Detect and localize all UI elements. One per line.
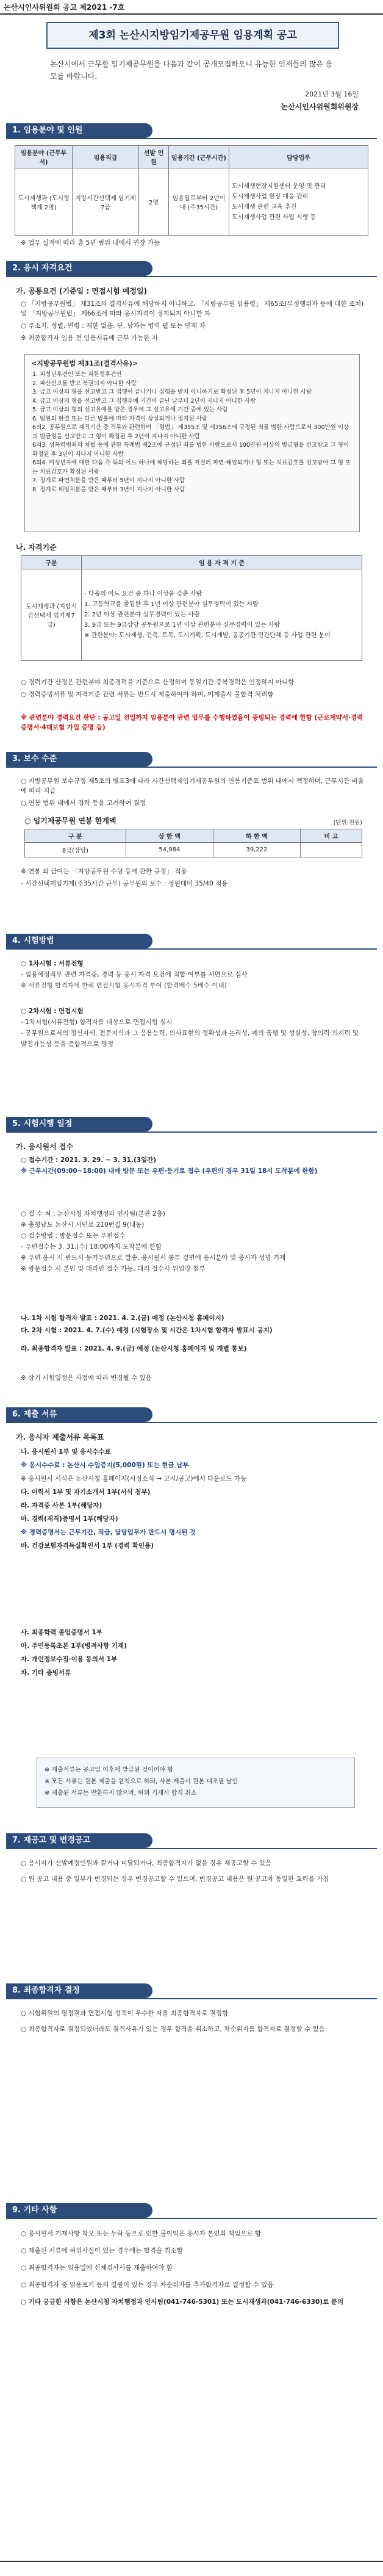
list-item: ※ 충청남도 논산시 시민로 210번길 9(내동) [21,1221,145,1228]
cell-pay-lower: 39,222 [213,843,300,857]
list-item: - 1차시험(서류전형) 합격자를 대상으로 면접시험 실시 [21,1019,173,1026]
pay-table [24,829,362,857]
s6-notice-box [37,1758,355,1808]
notice-number: 논산시인사위원회 공고 제2021 -7호 [4,3,125,12]
list-item: 아. 주민등록초본 1부(병적사항 기재) [21,1642,127,1650]
pay-unit: (단위:천원) [333,820,362,826]
list-item: - 임용예정직무 관련 자격증, 경력 등 응시 자격 요건에 적합 여부를 서면으로 심사 [21,971,248,978]
footer-line [0,2561,383,2562]
list-item: ○ 접수방법 : 방문접수 또는 우편접수 [21,1232,126,1239]
s1-note: ※ 업무 실적에 따라 총 5년 범위 내에서 연장 가능 [21,239,160,247]
s8-list [21,2008,366,2035]
list-item: ○ 2차시험 : 면접시험 [21,1008,84,1015]
intro-text: 논산시에서 근무할 임기제공무원을 다음과 같이 공개모집하오니 유능한 인재들의 많은 응모를 바랍니다. [50,60,333,81]
law-box [24,354,360,532]
list-item: ※ 방문접수 시 본인 및 대리인 접수 가능, 대리 접수시 위임장 첨부 [21,1265,206,1272]
list-item: 다. 2차 시험 : 2021. 4. 7.(수) 예정 (시험장소 및 시간은 1차시험 합격자 발표시 공지) [21,1327,273,1334]
list-item: 다. 이력서 1부 및 자기소개서 1부(서식 첨부) [21,1488,151,1496]
section-6-title: 6. 제출 서류 [6,1407,152,1422]
cell-duties [229,168,368,236]
s2-a-title: 가. 공통요건 (기준일 : 면접시험 예정일) [16,287,148,295]
s2-b-notes [21,677,366,699]
list-item: ○ 응시자가 선발예정인원과 같거나 미달되거나, 최종합격자가 없을 경우 재공고할 수 있음 [21,1860,272,1867]
list-item: ○ 시험위원의 평정결과 면접시험 성적이 우수한 자를 최종합격자로 결정함 [21,2010,229,2017]
list-item: 사. 최종학력 졸업증명서 1부 [21,1629,102,1636]
organization: 논산시인사위원회위원장 [281,103,359,111]
s7-list [21,1858,366,1885]
s5-c-list [21,1312,366,1355]
duty-item: 도시재생사업 현장 대응 관리 [232,193,309,200]
list-item: 라. 자격증 사본 1부(해당자) [21,1502,102,1509]
list-item: 나. 응시원서 1부 및 응시수수료 [21,1448,111,1456]
list-item: ※ 응시수수료 : 논산시 수입증지(5,000원) 또는 현금 납부 [21,1462,189,1469]
list-item: 1. 피성년후견인 또는 피한정후견인 [32,371,122,378]
section-1-title: 1. 임용분야 및 인원 [6,123,152,138]
pay-title: ○ 임기제공무원 연봉 한계액 [24,817,116,825]
list-item: ○ 최종합격자로 결정되었더라도 결격사유가 있는 경우 합격을 취소하고, 차순위자를 합격자로 결정할 수 있음 [21,2026,325,2033]
list-item: ○ 지방공무원 보수규정 제5조의 별표3에 따라 시간선택제임기제공무원의 연봉기준표 범위 내에서 책정하며, 근무시간 비율에 따라 지급 [21,777,364,795]
list-item: ○ 제출된 서류에 허위사실이 있는 경우에는 합격을 취소함 [21,2247,183,2254]
th-pay-lower: 하 한 액 [213,829,300,843]
list-item: ※ 관련분야: 도시재생, 건축, 토목, 도시계획, 도시개발, 공공기관·민간단체 등 사업 관련 분야 [84,632,331,639]
th-dept: 임용분야 (근무부서) [15,146,73,168]
section-divider [6,1998,377,1999]
list-item: ○ 「지방공무원법」 제31조의 결격사유에 해당하지 아니하고, 「지방공무원 임용령」 제65조(부정행위자 등에 대한 조치) 및 「지방공무원법」 제66조에 따라 응시자격이 정지되지 아니한 자 [21,300,364,317]
list-item: ※ 제출된 서류는 반환하지 않으며, 허위 기재시 합격 취소 [45,1790,197,1797]
list-item: 나. 1차 시험 합격자 발표 : 2021. 4. 2.(금) 예정 (논산시청 홈페이지) [21,1315,224,1322]
list-item: 2. 2년 이상 관련분야 실무경력이 있는 사람 [84,612,200,618]
list-item: 자. 개인정보수집·이용 동의서 1부 [21,1656,118,1663]
cell-grade: 지방시간선택제 임기제7급 [73,168,139,236]
list-item: ○ 접 수 처 : 논산시청 자치행정과 인사팀(본관 2층) [21,1210,165,1218]
list-item: - 우편접수는 3. 31.(수) 18:00까지 도착분에 한함 [21,1243,162,1250]
s3-list [21,776,366,808]
list-item: 라. 최종합격자 발표 : 2021. 4. 9.(금) 예정 (논산시청 홈페이지 및 개별 통보) [21,1345,247,1352]
list-item: 3. 금고 이상의 형을 선고받고 그 집행이 끝나거나 집행을 받지 아니하기로 확정된 후 5년이 지나지 아니한 사람 [32,389,312,395]
duty-item: 도시재생 관련 교육 추진 [232,203,297,211]
th-pay-grade: 구 분 [25,829,126,843]
page-title: 제3회 논산시지방임기제공무원 임용계획 공고 [46,22,339,49]
section-divider [6,1422,377,1423]
th-duties: 담당업무 [229,146,368,168]
section-divider [6,1131,377,1133]
header-bar [0,0,383,15]
cell-qual-dept: 도시재생과 (지방시간선택제 임기제7급) [21,569,82,661]
list-item: ○ 연봉 범위 내에서 경력 등을 고려하여 결정 [21,799,146,807]
qualification-table [21,555,362,661]
list-item: ※ 서류전형 합격자에 한해 면접시험 응시자격 부여 (합격배수 5배수 이내) [21,982,227,989]
th-pay-upper: 상 한 액 [126,829,213,843]
list-item: 4. 금고 이상의 형을 선고받고 그 집행유예 기간이 끝난 날부터 2년이 지나지 아니한 사람 [32,397,256,405]
list-item: - 공무원으로서의 정신자세, 전문지식과 그 응용능력, 의사표현의 정확성과 논리성, 예의·품행 및 성실성, 창의력·의지력 및 발전가능성 등을 종합적으로 평정 [21,1030,359,1048]
recruitment-table [15,145,368,236]
section-divider [6,138,377,139]
list-item: 6의4. 미성년자에 대한 다음 각 목의 어느 하나에 해당하는 죄를 저질러 파면·해임되거나 형 또는 치료감호를 선고받아 그 형 또는 치료감호가 확정된 사람 [32,460,351,475]
list-item: ○ 주소지, 성별, 연령 : 제한 없음. 단, 남자는 병역 필 또는 면제 자 [21,322,206,330]
list-item: 6. 법원의 판결 또는 다른 법률에 따라 자격이 상실되거나 정지된 사람 [32,415,208,422]
list-item: ○ 기타 궁금한 사항은 논산시청 자치행정과 인사팀(041-746-5301) 또는 도시재생과(041-746-6330)로 문의 [21,2298,344,2306]
list-item: ※ 최종합격자 임용 전 임용서류에 근무 가능한 자 [21,334,158,342]
s5-b-list [21,1208,366,1274]
cell-period: 임용일로부터 2년이내 (주35시간) [169,168,229,236]
list-item: ※ 제출서류는 공고일 이후에 발급된 것이어야 함 [45,1767,173,1773]
s4-list [21,958,366,1050]
list-item: ○ 1차시험 : 서류전형 [21,960,84,967]
notice-date: 2021년 3월 16일 [305,90,359,98]
th-count: 선발 인원 [139,146,169,168]
list-item: 6의3. 성폭력범죄의 처벌 등에 관한 특례법 제2조에 규정된 죄를 범한 사람으로서 100만원 이상의 벌금형을 선고받고 그 형이 확정된 후 3년이 지나지 아니한 사람 [32,442,349,458]
section-divider [6,948,377,950]
th-pay-remark: 비 고 [300,829,362,843]
list-item: ○ 응시원서 기재사항 착오 또는 누락 등으로 인한 불이익은 응시자 본인의 책임으로 함 [21,2230,262,2237]
cell-pay-grade: 8급(상당) [25,843,126,857]
list-item: ○ 최종합격자 중 임용포기 등의 결원이 있는 경우 차순위자를 추가합격자로 결정할 수 있음 [21,2281,274,2289]
list-item: 5. 금고 이상의 형의 선고유예를 받은 경우에 그 선고유예 기간 중에 있는 사람 [32,406,228,413]
list-item: 마. 경력(재직)증명서 1부(해당자) [21,1515,118,1523]
section-7-title: 7. 재공고 및 변경공고 [6,1833,152,1848]
th-grade: 임용직급 [73,146,139,168]
list-item: ※ 모든 서류는 원본 제출을 원칙으로 하되, 사본 제출시 원본 대조필 날인 [45,1778,238,1785]
list-item: 7. 징계로 파면처분을 받은 때부터 5년이 지나지 아니한 사람 [32,477,185,484]
list-item: ○ 경력증빙서류 및 자격기준 관련 서류는 반드시 제출하여야 하며, 미제출시 불합격 처리함 [21,691,274,698]
s9-list [21,2228,366,2308]
list-item: 차. 기타 증빙서류 [21,1669,71,1676]
section-divider [6,1848,377,1849]
s2-red-note: ※ 관련분야 경력요건 판단 : 공고일 전일까지 임용분야 관련 업무를 수행하였음이 증빙되는 경력에 한함 (근로계약서·경력증명서·4대보험 가입 증명 등) [21,714,363,731]
section-divider [6,2218,377,2219]
s5-note: ※ 상기 시험일정은 사정에 따라 변경될 수 있음 [21,1374,152,1382]
section-4-title: 4. 시험방법 [6,934,152,948]
list-item: 8. 징계로 해임처분을 받은 때부터 3년이 지나지 아니한 사람 [32,486,185,493]
s2-b-title: 나. 자격기준 [16,543,57,552]
law-title: <지방공무원법 제31조(결격사유)> [31,359,138,367]
s5-a-title: 가. 응시원서 접수 [16,1142,74,1151]
section-5-title: 5. 시험시행 일정 [6,1117,152,1131]
section-2-title: 2. 응시 자격요건 [6,261,152,276]
s6-a-title: 가. 응시자 제출서류 목록표 [16,1433,104,1441]
list-item: 3. 9급 또는 9급상당 공무원으로 1년 이상 관련분야 실무경력이 있는 사람 [84,622,281,629]
duty-item: 도시재생사업 관련 사업 시행 등 [232,214,317,221]
cell-pay-upper: 54,984 [126,843,213,857]
list-item: ○ 최종합격자는 임용일에 신체검사서를 제출하여야 함 [21,2264,173,2271]
list-item: ※ 근무시간(09:00~18:00) 내에 방문 또는 우편·등기로 접수 (우편의 경우 31일 18시 도착분에 한함) [21,1167,318,1175]
list-item: ○ 원 공고 내용 중 일부가 변경되는 경우 변경공고할 수 있으며, 변경공고 내용은 원 공고와 동일한 효력을 가짐 [21,1875,329,1883]
list-item: 6의2. 공무원으로 재직기간 중 직무와 관련하여 「형법」 제355조 및 제356조에 규정된 죄를 범한 사람으로서 300만원 이상의 벌금형을 선고받고 그 형이 확정된 후 2년이 지나지 아니한 사람 [32,424,349,440]
cell-qual-criteria [82,569,362,661]
section-divider [6,276,377,277]
th-criteria: 임 용 자 격 기 준 [82,556,362,569]
list-item: - 다음의 어느 요건 중 하나 이상을 갖춘 사람 [84,591,202,597]
th-category: 구분 [21,556,82,569]
s6-list [21,1445,366,1679]
s2-a-list [21,299,366,343]
th-period: 임용기간 (근무시간) [169,146,229,168]
list-item: ※ 응시원서 서식은 논산시청 홈페이지(시정소식 → 고시/공고)에서 다운로드 가능 [21,1475,247,1482]
s5-a-list [21,1155,366,1177]
section-9-title: 9. 기타 사항 [6,2203,152,2218]
list-item: 1. 고등학교를 졸업한 후 1년 이상 관련분야 실무경력이 있는 사람 [84,601,259,608]
duty-item: 도시재생현장지원센터 운영 및 관리 [232,182,326,190]
section-3-title: 3. 보수 수준 [6,752,152,767]
list-item: 바. 건강보험자격득실확인서 1부 (경력 확인용) [21,1542,154,1550]
cell-count: 2명 [139,168,169,236]
cell-pay-remark [300,843,362,857]
list-item: ○ 접수기간 : 2021. 3. 29. ~ 3. 31.(3일간) [21,1156,157,1164]
pay-note: ※ 연봉 외 급여는 「지방공무원 수당 등에 관한 규정」 적용 [21,868,187,875]
list-item: ※ 경력증명서는 근무기간, 직급, 담당업무가 반드시 명시된 것 [21,1529,196,1536]
list-item: ○ 경력기간 산정은 관련분야 최종경력을 기준으로 산정하며 동일기간 중복경력은 인정하지 아니함 [21,679,295,686]
law-list [32,370,352,494]
cell-dept: 도시재생과 (도시정책계 2명) [15,168,73,236]
list-item: 2. 파산선고를 받고 복권되지 아니한 사람 [32,380,137,387]
pay-note-2: - 시간선택제임기제(주35시간 근무) 공무원의 보수 : 정원대비 35/40 적용 [21,880,228,887]
section-divider [6,767,377,768]
section-8-title: 8. 최종합격자 결정 [6,1983,152,1998]
list-item: ※ 우편 응시 시 반드시 등기우편으로 발송, 응시원서 봉투 겉면에 응시분야 및 응시자 성명 기재 [21,1254,286,1261]
